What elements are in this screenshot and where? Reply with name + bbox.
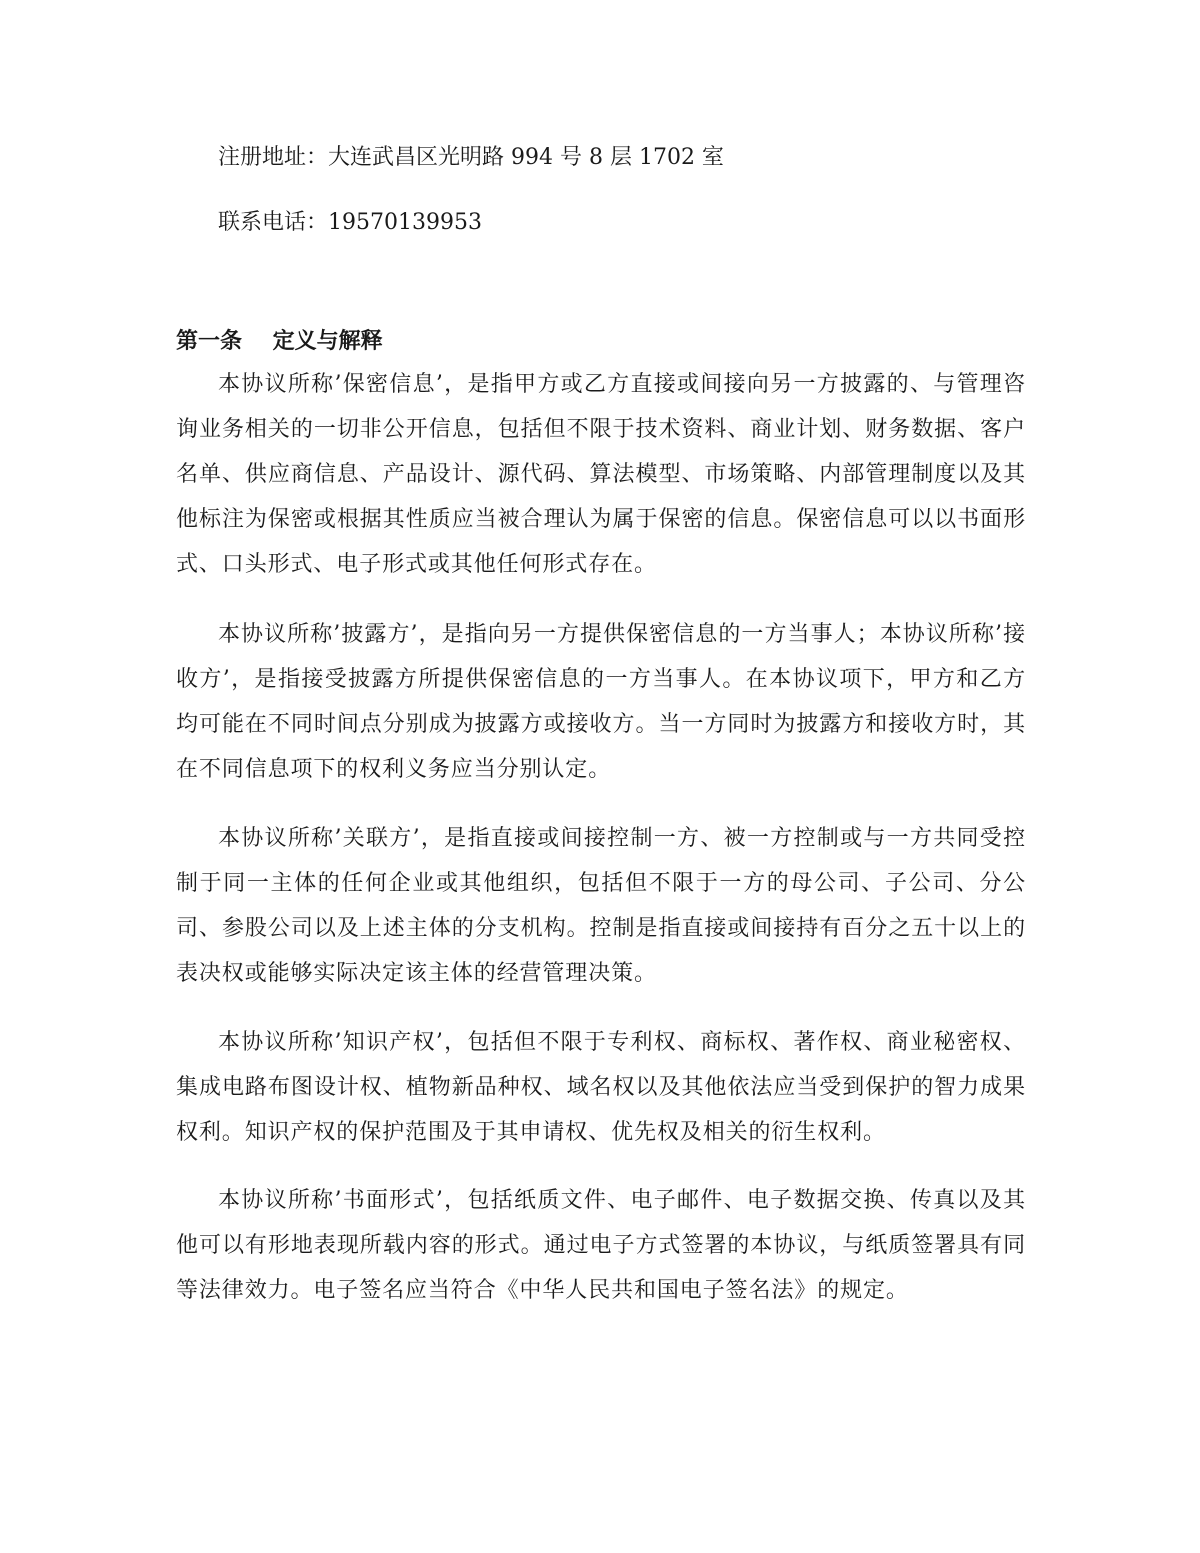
paragraph-confidential-info: 本协议所称’保密信息’，是指甲方或乙方直接或间接向另一方披露的、与管理咨询业务相关的一切非公开信息，包括但不限于技术资料、商业计划、财务数据、客户名单、供应商信息、产品设计、源代码、算法模型、市场策略、内部管理制度以及其他标注为保密或根据其性质应当被合理认为属于保密的信息。保密信息可以以书面形式、口头形式、电子形式或其他任何形式存在。 bbox=[176, 372, 1026, 577]
paragraph-affiliate: 本协议所称’关联方’，是指直接或间接控制一方、被一方控制或与一方共同受控制于同一主体的任何企业或其他组织，包括但不限于一方的母公司、子公司、分公司、参股公司以及上述主体的分支机构。控制是指直接或间接持有百分之五十以上的表决权或能够实际决定该主体的经营管理决策。 bbox=[176, 826, 1026, 986]
paragraph-disclosing-party: 本协议所称’披露方’，是指向另一方提供保密信息的一方当事人；本协议所称’接收方’，是指接受披露方所提供保密信息的一方当事人。在本协议项下，甲方和乙方均可能在不同时间点分别成为披露方或接收方。当一方同时为披露方和接收方时，其在不同信息项下的权利义务应当分别认定。 bbox=[176, 622, 1026, 782]
paragraph-intellectual-property: 本协议所称’知识产权’，包括但不限于专利权、商标权、著作权、商业秘密权、集成电路布图设计权、植物新品种权、域名权以及其他依法应当受到保护的智力成果权利。知识产权的保护范围及于其申请权、优先权及相关的衍生权利。 bbox=[176, 1030, 1026, 1145]
article-heading: 第一条 定义与解释 bbox=[176, 329, 383, 354]
registered-address: 注册地址：大连武昌区光明路 994 号 8 层 1702 室 bbox=[218, 145, 724, 170]
contact-phone: 联系电话：19570139953 bbox=[218, 210, 482, 235]
paragraph-written-form: 本协议所称’书面形式’，包括纸质文件、电子邮件、电子数据交换、传真以及其他可以有形地表现所载内容的形式。通过电子方式签署的本协议，与纸质签署具有同等法律效力。电子签名应当符合《中华人民共和国电子签名法》的规定。 bbox=[176, 1188, 1026, 1303]
